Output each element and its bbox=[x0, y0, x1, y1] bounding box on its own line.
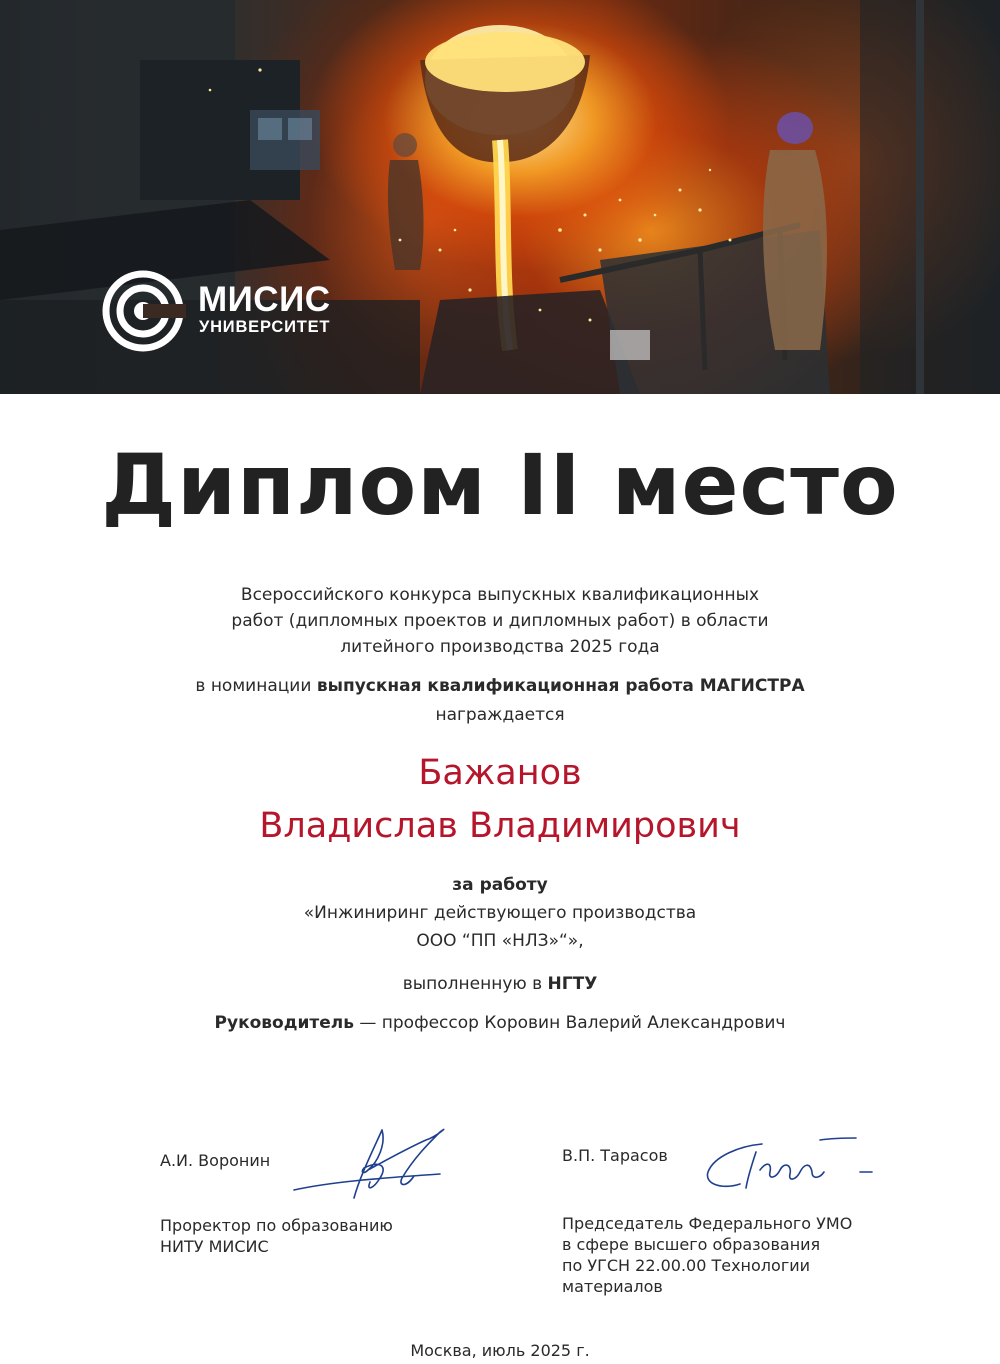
signatory-2-role bbox=[562, 1213, 852, 1297]
diploma-title: Диплом II место bbox=[101, 436, 899, 534]
awarded-label: награждается bbox=[435, 705, 565, 725]
signature-1 bbox=[290, 1118, 480, 1208]
signatory-1-role bbox=[160, 1215, 393, 1257]
signatory-2-name: В.П. Тарасов bbox=[562, 1146, 668, 1165]
place-and-date: Москва, июль 2025 г. bbox=[410, 1341, 590, 1360]
work-done-prefix: выполненную в bbox=[402, 974, 548, 994]
competition-line-1: Всероссийского конкурса выпускных квалификационных bbox=[240, 585, 760, 605]
supervisor-label: Руководитель bbox=[214, 1013, 354, 1033]
signatory-1-role-line-1: Проректор по образованию bbox=[160, 1216, 393, 1235]
signatory-2-role-line-4: материалов bbox=[562, 1277, 663, 1296]
work-title-line-1: «Инжиниринг действующего производства bbox=[303, 903, 697, 923]
misis-logo-icon bbox=[100, 268, 186, 354]
header-banner-photo bbox=[0, 0, 1000, 394]
work-done-at bbox=[0, 971, 1000, 997]
supervisor bbox=[0, 1010, 1000, 1036]
competition-line-2: работ (дипломных проектов и дипломных работ) в области bbox=[231, 611, 769, 631]
nomination bbox=[0, 673, 1000, 699]
work-title-line-2: ООО “ПП «НЛЗ»“», bbox=[416, 931, 584, 951]
signatory-2-role-line-1: Председатель Федерального УМО bbox=[562, 1214, 853, 1233]
nomination-prefix: в номинации bbox=[195, 676, 317, 696]
recipient-given-names: Владислав Владимирович bbox=[259, 806, 741, 846]
supervisor-value: — профессор Коровин Валерий Александрович bbox=[353, 1013, 786, 1033]
recipient-surname: Бажанов bbox=[418, 753, 582, 793]
signatory-2-role-line-2: в сфере высшего образования bbox=[562, 1235, 821, 1254]
signature-2 bbox=[700, 1132, 880, 1202]
misis-logo bbox=[100, 268, 360, 364]
signatory-1-role-line-2: НИТУ МИСИС bbox=[160, 1237, 269, 1256]
logo-name: МИСИС bbox=[198, 280, 331, 319]
competition-description bbox=[0, 582, 1000, 660]
logo-subtitle: УНИВЕРСИТЕТ bbox=[199, 318, 331, 336]
nomination-value: выпускная квалификационная работа МАГИСТРА bbox=[316, 676, 805, 696]
work-label: за работу bbox=[452, 875, 548, 895]
competition-line-3: литейного производства 2025 года bbox=[340, 637, 660, 657]
signatory-1-name: А.И. Воронин bbox=[160, 1151, 271, 1170]
signatory-2-role-line-3: по УГСН 22.00.00 Технологии bbox=[562, 1256, 811, 1275]
work-done-org: НГТУ bbox=[547, 974, 598, 994]
